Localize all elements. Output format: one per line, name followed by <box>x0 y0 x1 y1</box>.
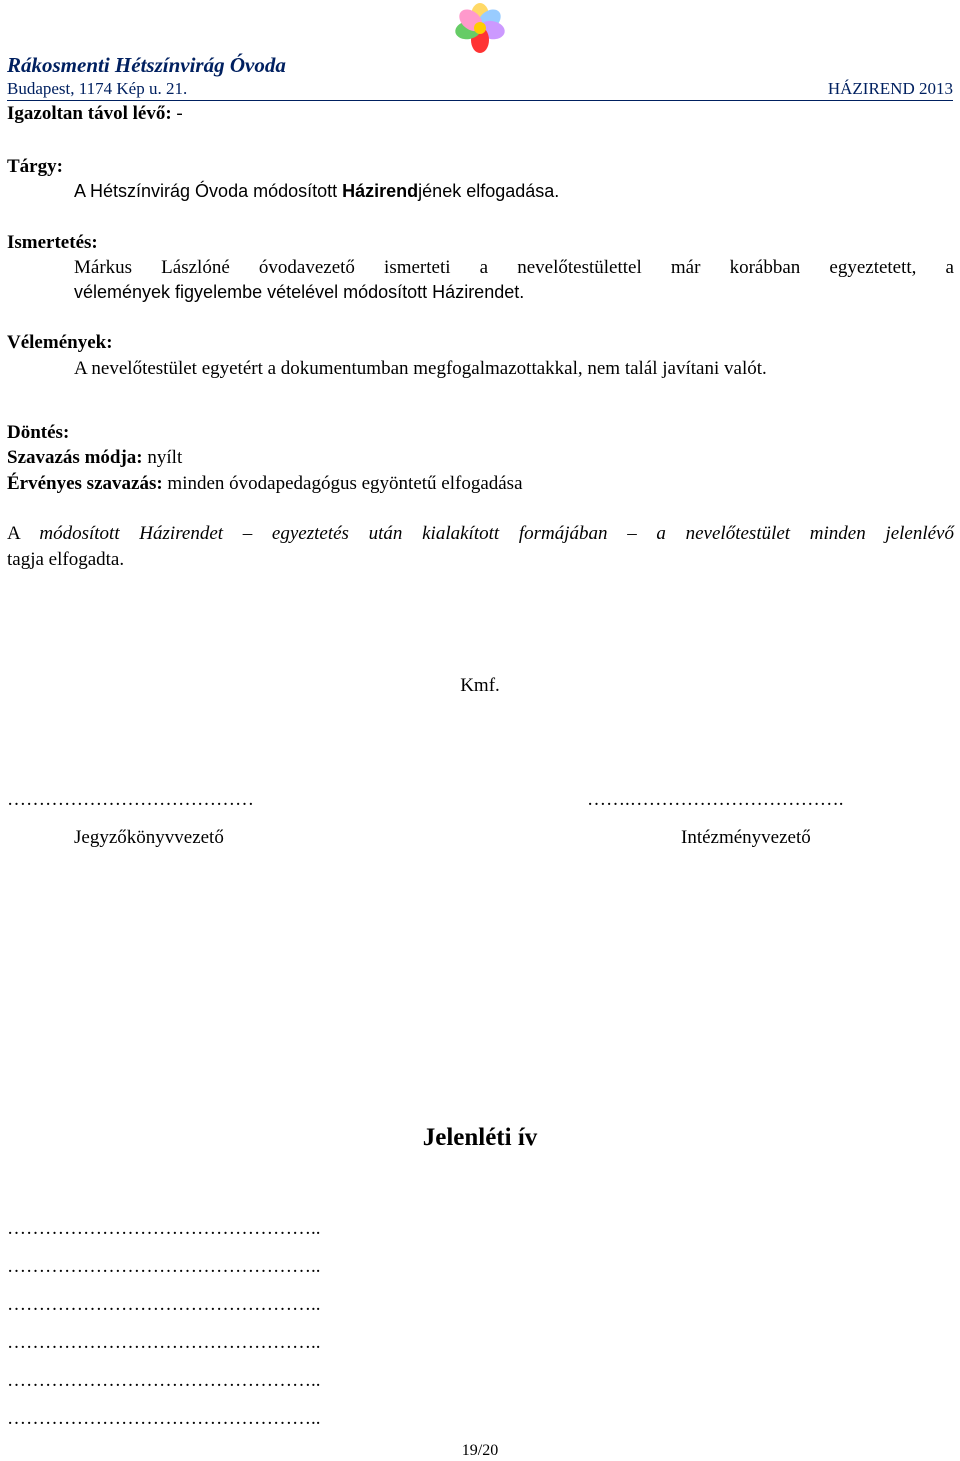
org-address: Budapest, 1174 Kép u. 21. <box>7 79 188 98</box>
attendance-line: ………………………………………….. <box>7 1408 321 1429</box>
flower-logo <box>436 2 524 54</box>
signature-right-title: Intézményvezető <box>681 827 811 848</box>
signature-left-title: Jegyzőkönyvvezető <box>74 827 224 848</box>
resolution-line-2: tagja elfogadta. <box>7 549 125 570</box>
subject-text-a: A Hétszínvirág Óvoda módosított <box>74 181 343 201</box>
resolution-a: A <box>7 523 40 544</box>
attendance-title: Jelenléti ív <box>422 1124 538 1151</box>
vote-method-label: Szavazás módja: <box>7 447 143 468</box>
absent-value: - <box>171 103 183 124</box>
page-number: 19/20 <box>461 1442 499 1459</box>
signature-right-dots: …….……………………………. <box>587 789 844 810</box>
signature-left-dots: ………………………………… <box>7 789 254 810</box>
presentation-label: Ismertetés: <box>7 232 98 253</box>
attendance-line: ………………………………………….. <box>7 1294 321 1315</box>
absent-label: Igazoltan távol lévő: <box>7 103 172 124</box>
absent-row <box>7 103 183 125</box>
subject-text-bold: Házirend <box>342 181 419 201</box>
valid-vote-label: Érvényes szavazás: <box>7 473 163 494</box>
opinions-text: A nevelőtestület egyetért a dokumentumban megfogalmazottakkal, nem talál javítani valót. <box>74 358 767 379</box>
valid-vote-value: minden óvodapedagógus egyöntetű elfogadása <box>162 473 523 494</box>
subject-text-b: jének elfogadása. <box>418 181 560 201</box>
resolution-italic: módosított Házirendet – egyeztetés után kialakított formájában – a nevelőtestület minden jelenlévő <box>39 523 954 544</box>
presentation-line-1: Márkus Lászlóné óvodavezető ismerteti a nevelőtestülettel már korábban egyeztetett, a <box>74 257 954 278</box>
doc-label: HÁZIREND 2013 <box>827 79 953 98</box>
closing-kmf: Kmf. <box>460 675 500 696</box>
org-name: Rákosmenti Hétszínvirág Óvoda <box>7 53 286 77</box>
vote-method-value: nyílt <box>142 447 183 468</box>
attendance-line: ………………………………………….. <box>7 1256 321 1277</box>
subject-text <box>74 181 559 202</box>
subject-label: Tárgy: <box>7 156 63 177</box>
header-rule <box>7 100 953 101</box>
vote-method-row <box>7 447 182 469</box>
attendance-line: ………………………………………….. <box>7 1218 321 1239</box>
valid-vote-row <box>7 473 523 495</box>
decision-label: Döntés: <box>7 422 70 443</box>
resolution-line-1 <box>7 523 954 545</box>
attendance-line: ………………………………………….. <box>7 1332 321 1353</box>
presentation-line-2: vélemények figyelembe vételével módosított Házirendet. <box>74 282 525 302</box>
attendance-line: ………………………………………….. <box>7 1370 321 1391</box>
opinions-label: Vélemények: <box>7 332 113 353</box>
